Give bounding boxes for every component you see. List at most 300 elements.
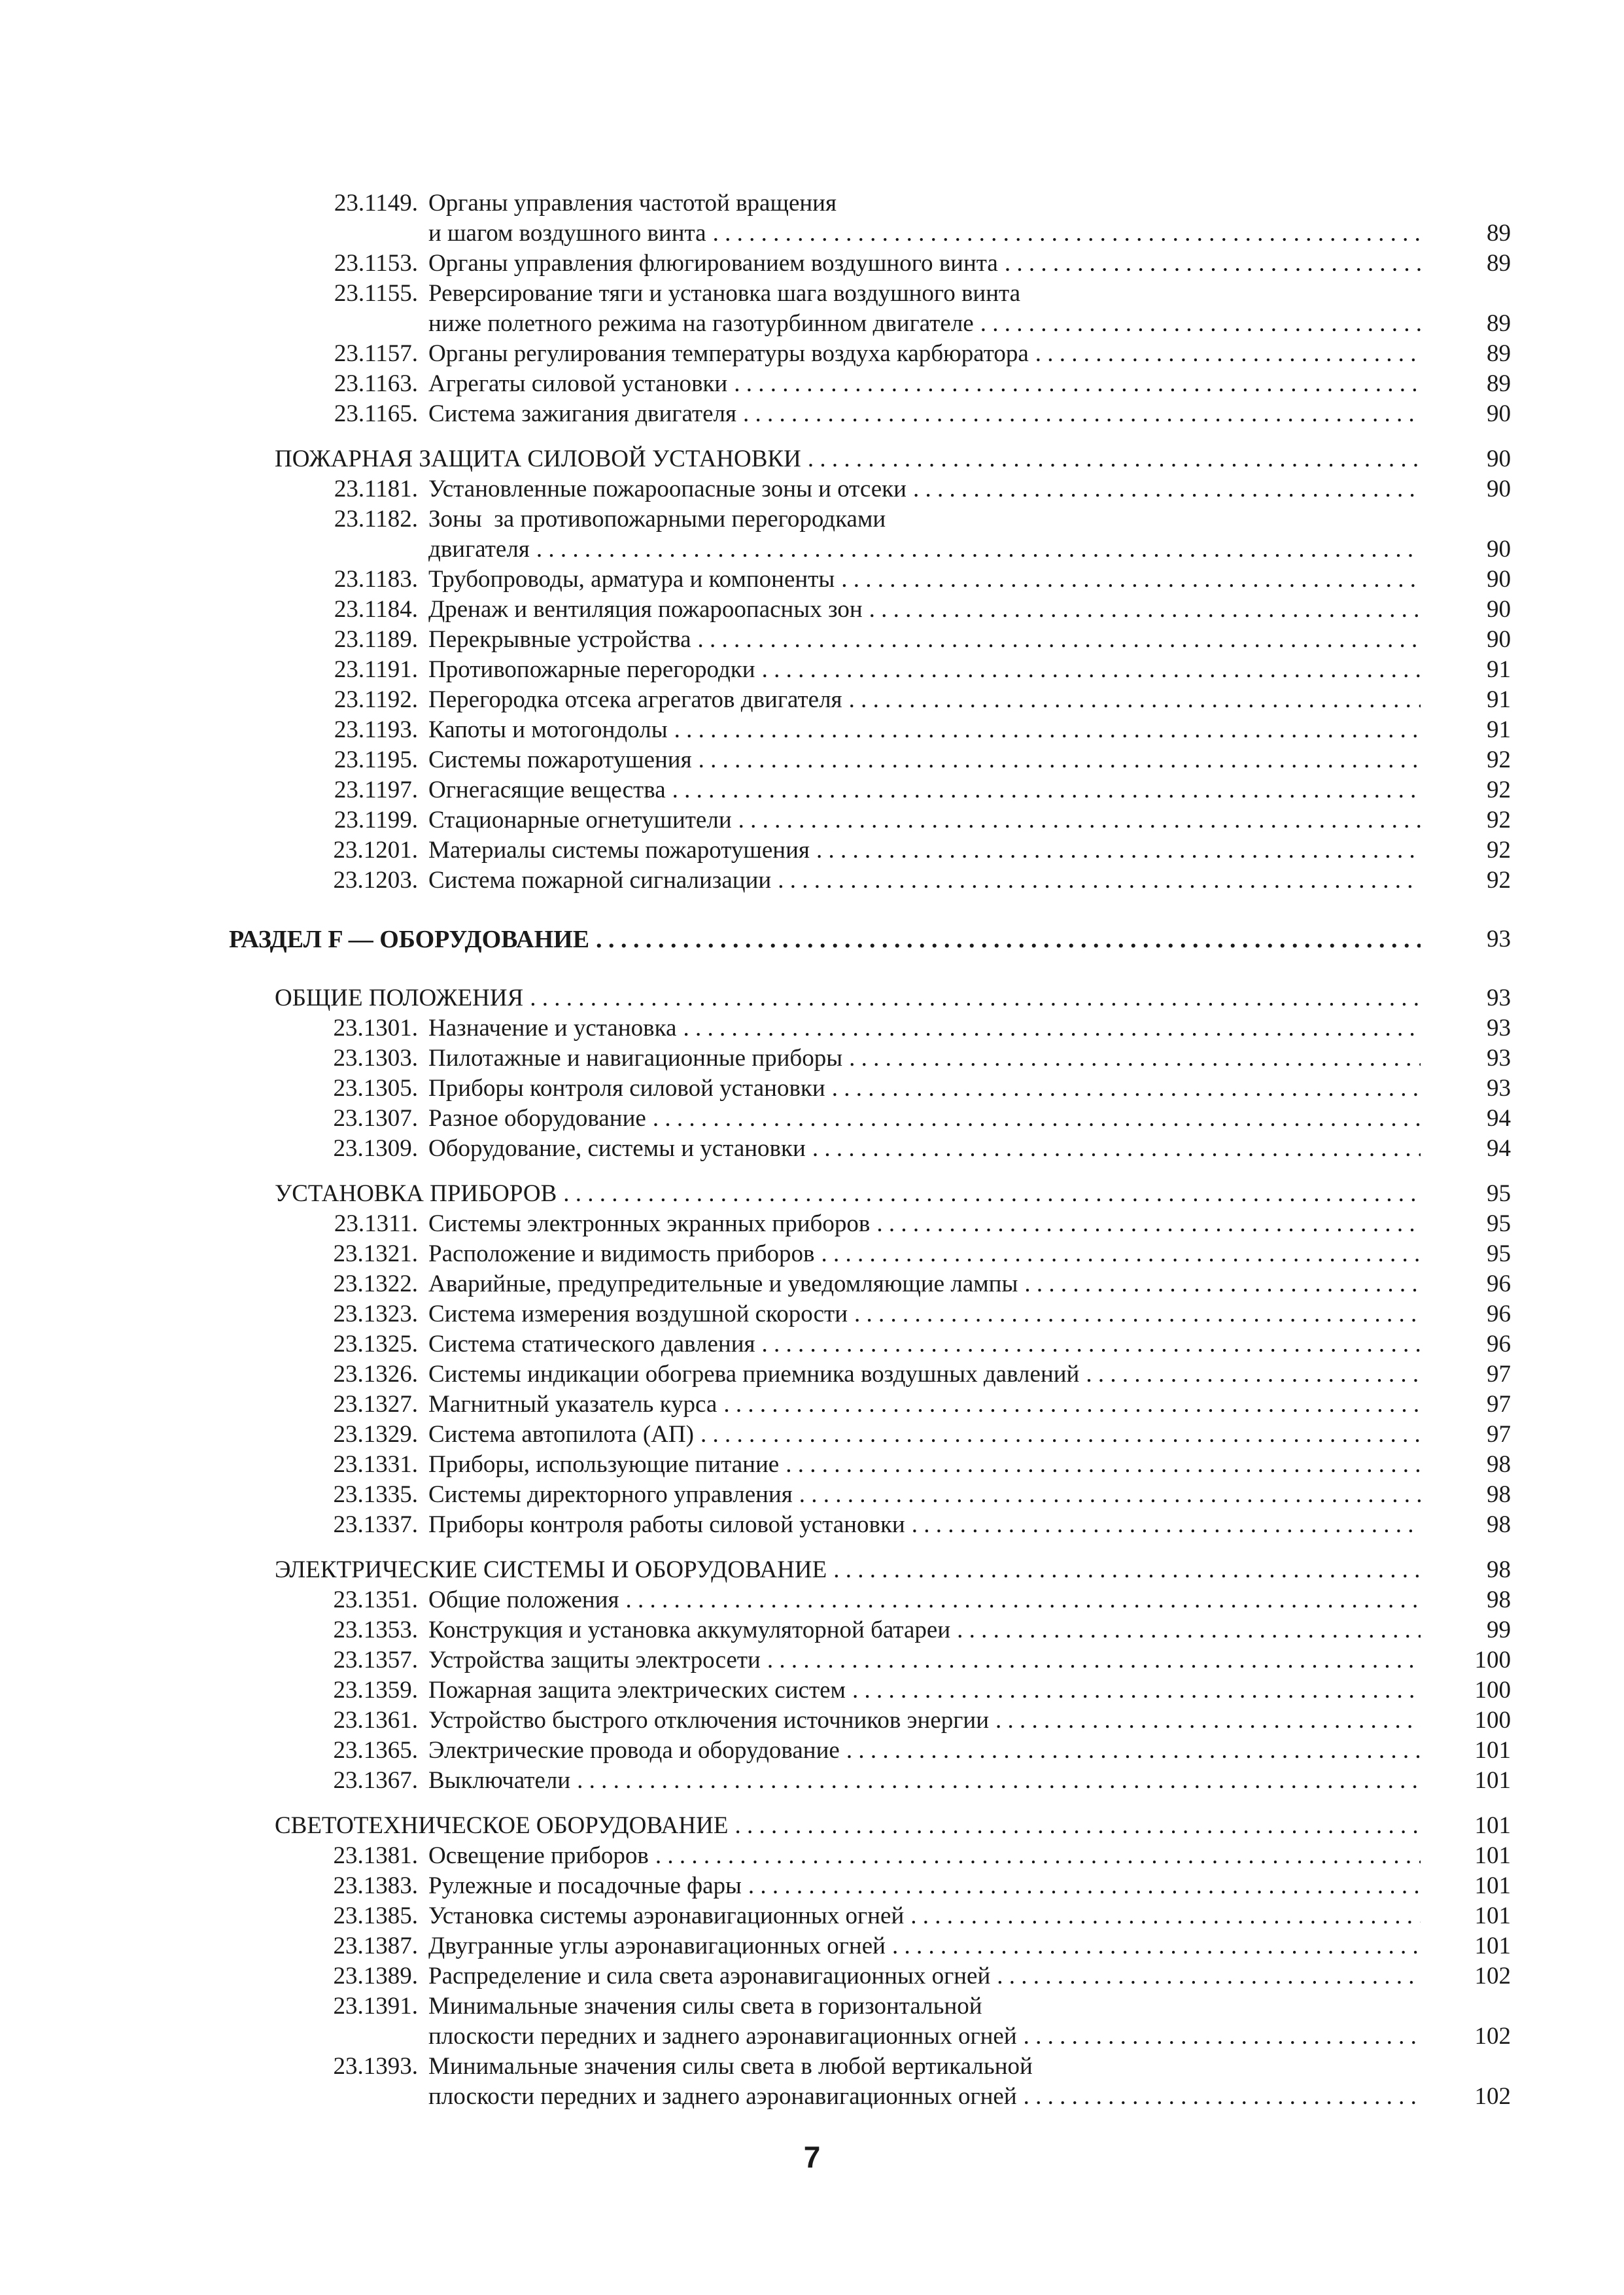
entry-number: 23.1329.: [333, 1421, 418, 1448]
toc-entry[interactable]: [229, 625, 1511, 655]
toc-entry[interactable]: [229, 1390, 1511, 1420]
entry-title: Приборы, использующие питание: [428, 1451, 780, 1478]
entry-title-line: [428, 1706, 1421, 1736]
entry-number: 23.1181.: [334, 476, 418, 502]
entry-title-line: [428, 1420, 1421, 1450]
toc-entry[interactable]: [229, 1043, 1511, 1074]
entry-number: 23.1153.: [334, 250, 418, 277]
dot-leader: [762, 655, 1421, 685]
toc-entry[interactable]: [229, 715, 1511, 745]
dot-leader: [812, 1134, 1421, 1164]
toc-entry[interactable]: [229, 1736, 1511, 1766]
table-of-contents: [229, 188, 1511, 2112]
entry-number: 23.1307.: [333, 1105, 418, 1132]
entry-title: Магнитный указатель курса: [428, 1391, 717, 1418]
entry-number: 23.1389.: [333, 1963, 418, 1989]
dot-leader: [536, 534, 1421, 565]
entry-number: 23.1331.: [333, 1451, 418, 1478]
entry-title: Назначение и установка: [428, 1015, 677, 1042]
toc-entry[interactable]: [229, 866, 1511, 896]
entry-title-line: [428, 866, 1421, 896]
entry-title-line: [428, 1901, 1421, 1931]
entry-title-line: [428, 1450, 1421, 1480]
entry-title: Установленные пожароопасные зоны и отсеки: [428, 476, 907, 502]
entry-title: Материалы системы пожаротушения: [428, 837, 810, 864]
toc-entry[interactable]: [229, 1961, 1511, 1991]
entry-number: 23.1183.: [334, 566, 418, 593]
entry-title-line: [428, 249, 1421, 279]
dot-leader: [596, 924, 1421, 955]
heading-title-line: [229, 924, 1421, 955]
toc-entry[interactable]: [229, 1209, 1511, 1239]
dot-leader: [734, 369, 1421, 399]
entry-title-line: [428, 219, 1421, 249]
entry-title-line: [428, 745, 1421, 775]
entry-title: Перегородка отсека агрегатов двигателя: [428, 686, 842, 713]
entry-page-number: 102: [1474, 1963, 1511, 1989]
entry-title-line: [428, 1013, 1421, 1043]
entry-title: Органы управления частотой вращения: [428, 190, 837, 217]
dot-leader: [655, 1841, 1421, 1871]
entry-number: 23.1182.: [334, 506, 418, 533]
toc-entry[interactable]: [229, 188, 1511, 219]
heading-title-line: [275, 1811, 1421, 1841]
toc-entry[interactable]: [229, 1074, 1511, 1104]
heading-page-number: 93: [1487, 926, 1511, 953]
toc-entry[interactable]: [229, 1510, 1511, 1540]
entry-title-line: [428, 1675, 1421, 1706]
entry-title-line: [428, 399, 1421, 429]
entry-page-number: 98: [1487, 1481, 1511, 1508]
entry-page-number: 101: [1474, 1737, 1511, 1764]
toc-entry[interactable]: [229, 1134, 1511, 1164]
toc-section-heading[interactable]: [229, 1811, 1511, 1841]
entry-page-number: 98: [1487, 1511, 1511, 1538]
entry-page-number: 101: [1474, 1767, 1511, 1794]
entry-title-line: [428, 1991, 1421, 2022]
entry-title: Приборы контроля работы силовой установки: [428, 1511, 905, 1538]
entry-title: Система измерения воздушной скорости: [428, 1301, 848, 1327]
toc-entry[interactable]: [229, 1329, 1511, 1359]
entry-title: Расположение и видимость приборов: [428, 1240, 815, 1267]
toc-entry[interactable]: [229, 1991, 1511, 2022]
entry-page-number: 101: [1474, 1842, 1511, 1869]
toc-entry-continuation: [229, 2022, 1511, 2052]
entry-title-line: [428, 1329, 1421, 1359]
entry-number: 23.1189.: [334, 626, 418, 653]
toc-entry[interactable]: [229, 775, 1511, 805]
entry-page-number: 93: [1487, 1045, 1511, 1072]
toc-entry[interactable]: [229, 1420, 1511, 1450]
dot-leader: [910, 1901, 1421, 1931]
toc-entry[interactable]: [229, 1104, 1511, 1134]
entry-number: 23.1327.: [333, 1391, 418, 1418]
entry-number: 23.1385.: [333, 1902, 418, 1929]
entry-title-line: [428, 2052, 1421, 2082]
dot-leader: [957, 1615, 1421, 1645]
entry-number: 23.1335.: [333, 1481, 418, 1508]
entry-number: 23.1301.: [333, 1015, 418, 1042]
toc-entry[interactable]: [229, 565, 1511, 595]
heading-page-number: 93: [1487, 985, 1511, 1011]
entry-page-number: 95: [1487, 1240, 1511, 1267]
entry-title-line: [428, 1299, 1421, 1329]
entry-number: 23.1193.: [334, 716, 418, 743]
entry-title: Приборы контроля силовой установки: [428, 1075, 825, 1102]
entry-number: 23.1201.: [333, 837, 418, 864]
toc-entry[interactable]: [229, 1766, 1511, 1796]
toc-entry[interactable]: [229, 1706, 1511, 1736]
entry-page-number: 92: [1487, 777, 1511, 803]
entry-page-number: 99: [1487, 1617, 1511, 1643]
entry-number: 23.1163.: [334, 370, 418, 397]
entry-number: 23.1383.: [333, 1872, 418, 1899]
dot-leader: [1086, 1359, 1421, 1390]
entry-title: Рулежные и посадочные фары: [428, 1872, 742, 1899]
toc-entry[interactable]: [229, 504, 1511, 534]
entry-title: Системы пожаротушения: [428, 746, 692, 773]
entry-title-line: [428, 625, 1421, 655]
dot-leader: [816, 835, 1421, 866]
entry-title: Пожарная защита электрических систем: [428, 1677, 846, 1704]
toc-entry[interactable]: [229, 595, 1511, 625]
dot-leader: [786, 1450, 1421, 1480]
entry-title-line: [428, 309, 1421, 339]
entry-title-line: [428, 655, 1421, 685]
toc-entry[interactable]: [229, 655, 1511, 685]
toc-entry[interactable]: [229, 1931, 1511, 1961]
toc-entry[interactable]: [229, 474, 1511, 504]
entry-page-number: 101: [1474, 1872, 1511, 1899]
heading-title-line: [275, 444, 1421, 474]
entry-number: 23.1367.: [333, 1767, 418, 1794]
entry-page-number: 93: [1487, 1015, 1511, 1042]
entry-title-line: [428, 1239, 1421, 1269]
entry-number: 23.1381.: [333, 1842, 418, 1869]
entry-page-number: 90: [1487, 626, 1511, 653]
toc-entry[interactable]: [229, 249, 1511, 279]
toc-entry[interactable]: [229, 1013, 1511, 1043]
entry-number: 23.1387.: [333, 1933, 418, 1959]
entry-title-line: [428, 1480, 1421, 1510]
entry-number: 23.1323.: [333, 1301, 418, 1327]
dot-leader: [698, 625, 1421, 655]
entry-page-number: 100: [1474, 1677, 1511, 1704]
dot-leader: [833, 1555, 1421, 1585]
entry-number: 23.1391.: [333, 1993, 418, 2020]
entry-title-line: [428, 1736, 1421, 1766]
entry-page-number: 102: [1474, 2083, 1511, 2110]
dot-leader: [849, 1043, 1421, 1074]
toc-section-heading[interactable]: [229, 444, 1511, 474]
dot-leader: [748, 1871, 1421, 1901]
entry-page-number: 100: [1474, 1647, 1511, 1673]
entry-page-number: 90: [1487, 476, 1511, 502]
dot-leader: [683, 1013, 1421, 1043]
entry-title: Электрические провода и оборудование: [428, 1737, 840, 1764]
entry-title-line: [428, 775, 1421, 805]
dot-leader: [577, 1766, 1421, 1796]
entry-number: 23.1322.: [333, 1270, 418, 1297]
toc-entry[interactable]: [229, 1239, 1511, 1269]
entry-number: 23.1199.: [334, 807, 418, 833]
dot-leader: [672, 775, 1421, 805]
entry-page-number: 93: [1487, 1075, 1511, 1102]
entry-page-number: 94: [1487, 1135, 1511, 1162]
entry-page-number: 91: [1487, 686, 1511, 713]
entry-title: Капоты и мотогондолы: [428, 716, 668, 743]
toc-entry[interactable]: [229, 1871, 1511, 1901]
entry-title-continuation: плоскости передних и заднего аэронавигационных огней: [428, 2083, 1017, 2110]
entry-title-line: [428, 1359, 1421, 1390]
dot-leader: [738, 805, 1421, 835]
entry-title-line: [428, 835, 1421, 866]
toc-entry[interactable]: [229, 339, 1511, 369]
dot-leader: [762, 1329, 1421, 1359]
toc-entry[interactable]: [229, 1841, 1511, 1871]
toc-section-heading[interactable]: [229, 983, 1511, 1013]
entry-page-number: 91: [1487, 656, 1511, 683]
toc-entry[interactable]: [229, 2052, 1511, 2082]
entry-title-line: [428, 715, 1421, 745]
toc-entry[interactable]: [229, 279, 1511, 309]
entry-title-line: [428, 1390, 1421, 1420]
dot-leader: [699, 745, 1421, 775]
entry-title: Органы регулирования температуры воздуха карбюратора: [428, 340, 1029, 367]
dot-leader: [841, 565, 1421, 595]
entry-number: 23.1303.: [333, 1045, 418, 1072]
entry-title-continuation: двигателя: [428, 536, 530, 563]
toc-entry-continuation: [229, 219, 1511, 249]
entry-page-number: 90: [1487, 596, 1511, 623]
toc-entry[interactable]: [229, 1615, 1511, 1645]
dot-leader: [832, 1074, 1421, 1104]
dot-leader: [808, 444, 1421, 474]
entry-title: Общие положения: [428, 1586, 619, 1613]
entry-number: 23.1184.: [334, 596, 418, 623]
entry-title-line: [428, 1615, 1421, 1645]
entry-number: 23.1311.: [334, 1210, 418, 1237]
heading-title-line: [275, 1179, 1421, 1209]
entry-page-number: 90: [1487, 400, 1511, 427]
dot-leader: [778, 866, 1421, 896]
entry-title-line: [428, 2022, 1421, 2052]
heading-page-number: 95: [1487, 1180, 1511, 1207]
entry-title-line: [428, 369, 1421, 399]
heading-page-number: 90: [1487, 446, 1511, 472]
entry-title: Конструкция и установка аккумуляторной батареи: [428, 1617, 951, 1643]
entry-title-line: [428, 339, 1421, 369]
section-title: ОБЩИЕ ПОЛОЖЕНИЯ: [275, 985, 524, 1011]
entry-title: Трубопроводы, арматура и компоненты: [428, 566, 835, 593]
toc-entry[interactable]: [229, 685, 1511, 715]
entry-title: Система пожарной сигнализации: [428, 867, 772, 894]
toc-entry[interactable]: [229, 1269, 1511, 1299]
entry-title: Органы управления флюгированием воздушного винта: [428, 250, 998, 277]
dot-leader: [700, 1420, 1421, 1450]
part-title: РАЗДЕЛ F — ОБОРУДОВАНИЕ: [229, 926, 590, 953]
entry-number: 23.1353.: [333, 1617, 418, 1643]
entry-page-number: 92: [1487, 746, 1511, 773]
entry-page-number: 96: [1487, 1270, 1511, 1297]
toc-entry[interactable]: [229, 1359, 1511, 1390]
entry-title-line: [428, 1269, 1421, 1299]
entry-title: Установка системы аэронавигационных огней: [428, 1902, 905, 1929]
dot-leader: [625, 1585, 1421, 1615]
entry-title-line: [428, 1931, 1421, 1961]
entry-number: 23.1192.: [334, 686, 418, 713]
entry-title-line: [428, 805, 1421, 835]
entry-title: Системы электронных экранных приборов: [428, 1210, 871, 1237]
entry-title: Зоны за противопожарными перегородками: [428, 506, 886, 533]
dot-leader: [849, 685, 1421, 715]
entry-number: 23.1325.: [333, 1331, 418, 1358]
dot-leader: [912, 1510, 1421, 1540]
entry-number: 23.1321.: [333, 1240, 418, 1267]
entry-title: Оборудование, системы и установки: [428, 1135, 806, 1162]
toc-entry[interactable]: [229, 399, 1511, 429]
entry-number: 23.1305.: [333, 1075, 418, 1102]
dot-leader: [530, 983, 1421, 1013]
heading-title-line: [275, 983, 1421, 1013]
toc-entry[interactable]: [229, 1901, 1511, 1931]
entry-number: 23.1309.: [333, 1135, 418, 1162]
entry-title-line: [428, 534, 1421, 565]
heading-page-number: 101: [1474, 1812, 1511, 1839]
dot-leader: [876, 1209, 1421, 1239]
toc-entry[interactable]: [229, 369, 1511, 399]
toc-section-heading[interactable]: [229, 1179, 1511, 1209]
entry-page-number: 98: [1487, 1451, 1511, 1478]
dot-leader: [1035, 339, 1421, 369]
entry-page-number: 94: [1487, 1105, 1511, 1132]
dot-leader: [799, 1480, 1421, 1510]
dot-leader: [1024, 2082, 1421, 2112]
toc-entry[interactable]: [229, 745, 1511, 775]
entry-page-number: 100: [1474, 1707, 1511, 1734]
toc-section-heading[interactable]: [229, 1555, 1511, 1585]
dot-leader: [854, 1299, 1421, 1329]
entry-title-line: [428, 504, 1421, 534]
entry-number: 23.1393.: [333, 2053, 418, 2080]
section-title: ЭЛЕКТРИЧЕСКИЕ СИСТЕМЫ И ОБОРУДОВАНИЕ: [275, 1556, 827, 1583]
toc-entry[interactable]: [229, 805, 1511, 835]
entry-page-number: 90: [1487, 566, 1511, 593]
entry-page-number: 90: [1487, 536, 1511, 563]
heading-page-number: 98: [1487, 1556, 1511, 1583]
toc-entry[interactable]: [229, 1585, 1511, 1615]
entry-title-continuation: плоскости передних и заднего аэронавигационных огней: [428, 2023, 1017, 2050]
dot-leader: [997, 1961, 1421, 1991]
entry-page-number: 95: [1487, 1210, 1511, 1237]
entry-title-line: [428, 2082, 1421, 2112]
entry-title-line: [428, 1209, 1421, 1239]
entry-number: 23.1195.: [334, 746, 418, 773]
dot-leader: [734, 1811, 1421, 1841]
entry-title-line: [428, 188, 1421, 219]
entry-number: 23.1197.: [334, 777, 418, 803]
entry-title: Система статического давления: [428, 1331, 755, 1358]
entry-title-line: [428, 474, 1421, 504]
entry-title-continuation: и шагом воздушного винта: [428, 220, 706, 247]
entry-page-number: 102: [1474, 2023, 1511, 2050]
entry-number: 23.1203.: [333, 867, 418, 894]
entry-page-number: 97: [1487, 1361, 1511, 1388]
dot-leader: [1024, 2022, 1421, 2052]
entry-title: Системы директорного управления: [428, 1481, 793, 1508]
toc-entry[interactable]: [229, 1299, 1511, 1329]
entry-page-number: 101: [1474, 1933, 1511, 1959]
entry-page-number: 97: [1487, 1421, 1511, 1448]
entry-page-number: 89: [1487, 220, 1511, 247]
entry-title-line: [428, 1766, 1421, 1796]
page-number: 7: [803, 2140, 821, 2174]
dot-leader: [653, 1104, 1421, 1134]
dot-leader: [852, 1675, 1421, 1706]
entry-title-continuation: ниже полетного режима на газотурбинном двигателе: [428, 310, 974, 337]
entry-title-line: [428, 1871, 1421, 1901]
entry-title-line: [428, 1841, 1421, 1871]
entry-title: Огнегасящие вещества: [428, 777, 666, 803]
entry-title: Устройства защиты электросети: [428, 1647, 761, 1673]
toc-entry-continuation: [229, 2082, 1511, 2112]
toc-entry-continuation: [229, 534, 1511, 565]
entry-page-number: 92: [1487, 807, 1511, 833]
entry-title: Агрегаты силовой установки: [428, 370, 728, 397]
entry-title-line: [428, 1510, 1421, 1540]
entry-page-number: 96: [1487, 1301, 1511, 1327]
toc-entry[interactable]: [229, 1675, 1511, 1706]
entry-title: Пилотажные и навигационные приборы: [428, 1045, 843, 1072]
toc-entry[interactable]: [229, 835, 1511, 866]
heading-title-line: [275, 1555, 1421, 1585]
section-title: УСТАНОВКА ПРИБОРОВ: [275, 1180, 557, 1207]
toc-entry[interactable]: [229, 1480, 1511, 1510]
toc-entry[interactable]: [229, 1645, 1511, 1675]
entry-title: Реверсирование тяги и установка шага воздушного винта: [428, 280, 1021, 307]
entry-page-number: 101: [1474, 1902, 1511, 1929]
entry-page-number: 97: [1487, 1391, 1511, 1418]
dot-leader: [995, 1706, 1421, 1736]
entry-title: Двугранные углы аэронавигационных огней: [428, 1933, 886, 1959]
entry-page-number: 92: [1487, 837, 1511, 864]
entry-title: Разное оборудование: [428, 1105, 646, 1132]
entry-title: Минимальные значения силы света в горизонтальной: [428, 1993, 982, 2020]
toc-entry[interactable]: [229, 1450, 1511, 1480]
dot-leader: [846, 1736, 1421, 1766]
entry-page-number: 89: [1487, 370, 1511, 397]
entry-title-line: [428, 1585, 1421, 1615]
entry-number: 23.1326.: [333, 1361, 418, 1388]
entry-title: Система автопилота (АП): [428, 1421, 694, 1448]
toc-entry-continuation: [229, 309, 1511, 339]
entry-title: Освещение приборов: [428, 1842, 649, 1869]
entry-number: 23.1361.: [333, 1707, 418, 1734]
entry-page-number: 98: [1487, 1586, 1511, 1613]
dot-leader: [913, 474, 1421, 504]
dot-leader: [821, 1239, 1421, 1269]
section-title: ПОЖАРНАЯ ЗАЩИТА СИЛОВОЙ УСТАНОВКИ: [275, 446, 801, 472]
entry-title: Выключатели: [428, 1767, 571, 1794]
dot-leader: [563, 1179, 1421, 1209]
entry-title-line: [428, 1043, 1421, 1074]
toc-part-heading[interactable]: [229, 924, 1511, 955]
dot-leader: [1005, 249, 1421, 279]
entry-title: Системы индикации обогрева приемника воздушных давлений: [428, 1361, 1080, 1388]
dot-leader: [767, 1645, 1421, 1675]
entry-title: Распределение и сила света аэронавигационных огней: [428, 1963, 991, 1989]
entry-title-line: [428, 1134, 1421, 1164]
